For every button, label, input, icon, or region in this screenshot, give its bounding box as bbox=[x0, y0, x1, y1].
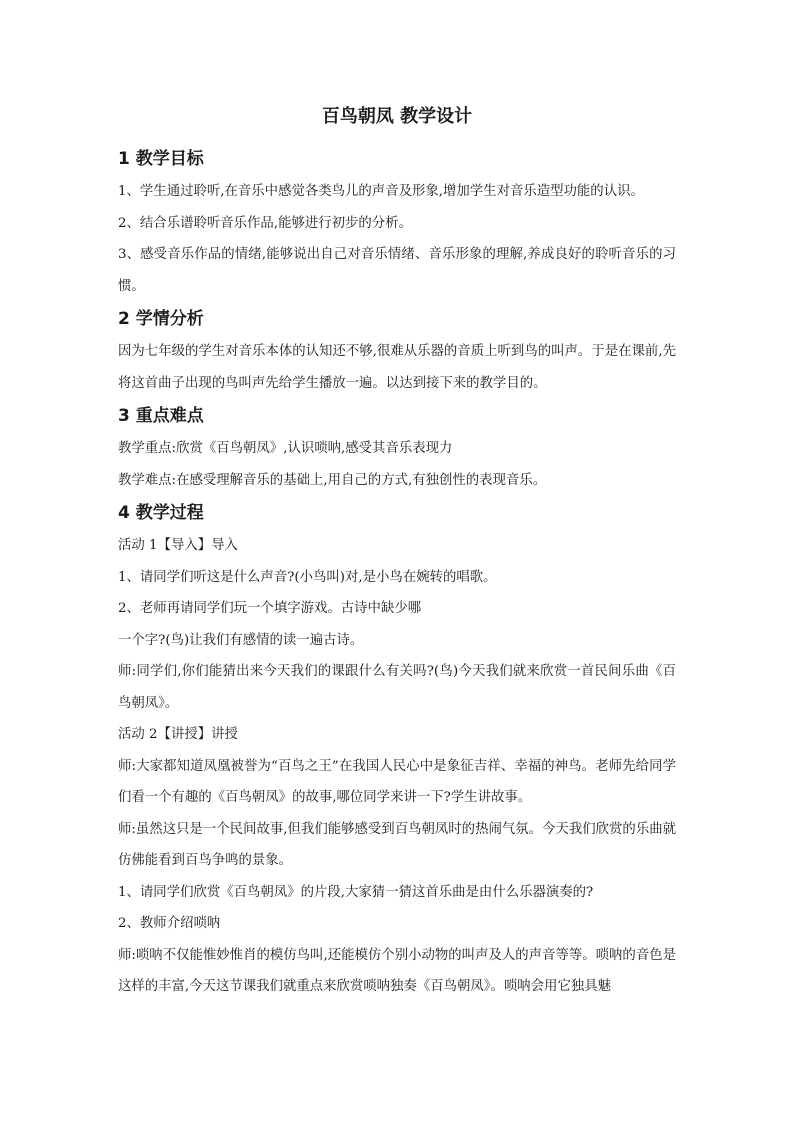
paragraph: 3、感受音乐作品的情绪,能够说出自己对音乐情绪、音乐形象的理解,养成良好的聆听音乐的习惯。 bbox=[118, 247, 676, 294]
section-heading: 3 重点难点 bbox=[118, 406, 204, 426]
paragraph: 活动 1【导入】导入 bbox=[118, 538, 238, 553]
section-heading: 4 教学过程 bbox=[118, 503, 204, 523]
section-heading: 1 教学目标 bbox=[118, 149, 204, 169]
paragraph: 师:同学们,你们能猜出来今天我们的课跟什么有关吗?(鸟)今天我们就来欣赏一首民间乐曲《百鸟朝凤》。 bbox=[118, 664, 676, 711]
paragraph: 师:唢呐不仅能惟妙惟肖的模仿鸟叫,还能模仿个别小动物的叫声及人的声音等等。唢呐的音色是这样的丰富,今天这节课我们就重点来欣赏唢呐独奏《百鸟朝凤》。唢呐会用它独具魅 bbox=[118, 947, 676, 994]
paragraph: 一个字?(鸟)让我们有感情的读一遍古诗。 bbox=[118, 632, 364, 648]
paragraph: 师:大家都知道凤凰被誉为“百鸟之王”在我国人民心中是象征吉祥、幸福的神鸟。老师先给同学们看一个有趣的《百鸟朝凤》的故事,哪位同学来讲一下?学生讲故事。 bbox=[118, 758, 676, 805]
document-title: 百鸟朝凤 教学设计 bbox=[321, 106, 473, 127]
section-teaching-process bbox=[118, 498, 676, 1003]
section-teaching-objectives bbox=[118, 144, 676, 302]
paragraph: 1、学生通过聆听,在音乐中感觉各类鸟儿的声音及形象,增加学生对音乐造型功能的认识。 bbox=[118, 184, 644, 199]
paragraph: 师:虽然这只是一个民间故事,但我们能够感受到百鸟朝凤时的热闹气氛。今天我们欣赏的乐曲就仿佛能看到百鸟争鸣的景象。 bbox=[118, 821, 676, 868]
paragraph: 教学难点:在感受理解音乐的基础上,用自己的方式,有独创性的表现音乐。 bbox=[118, 472, 547, 488]
section-learner-analysis bbox=[118, 304, 676, 399]
paragraph: 教学重点:欣赏《百鸟朝凤》,认识唢呐,感受其音乐表现力 bbox=[118, 441, 453, 456]
paragraph: 2、老师再请同学们玩一个填字游戏。古诗中缺少哪 bbox=[118, 601, 422, 616]
paragraph: 2、教师介绍唢呐 bbox=[118, 916, 221, 931]
paragraph: 活动 2【讲授】讲授 bbox=[118, 727, 238, 742]
section-key-points bbox=[118, 401, 676, 496]
paragraph: 1、请同学们听这是什么声音?(小鸟叫)对,是小鸟在婉转的唱歌。 bbox=[118, 569, 497, 585]
section-heading: 2 学情分析 bbox=[118, 309, 204, 329]
paragraph: 因为七年级的学生对音乐本体的认知还不够,很难从乐器的音质上听到鸟的叫声。于是在课前,先将这首曲子出现的鸟叫声先给学生播放一遍。以达到接下来的教学目的。 bbox=[118, 344, 676, 391]
paragraph: 1、请同学们欣赏《百鸟朝凤》的片段,大家猜一猜这首乐曲是由什么乐器演奏的? bbox=[118, 884, 594, 900]
paragraph: 2、结合乐谱聆听音乐作品,能够进行初步的分析。 bbox=[118, 215, 412, 231]
